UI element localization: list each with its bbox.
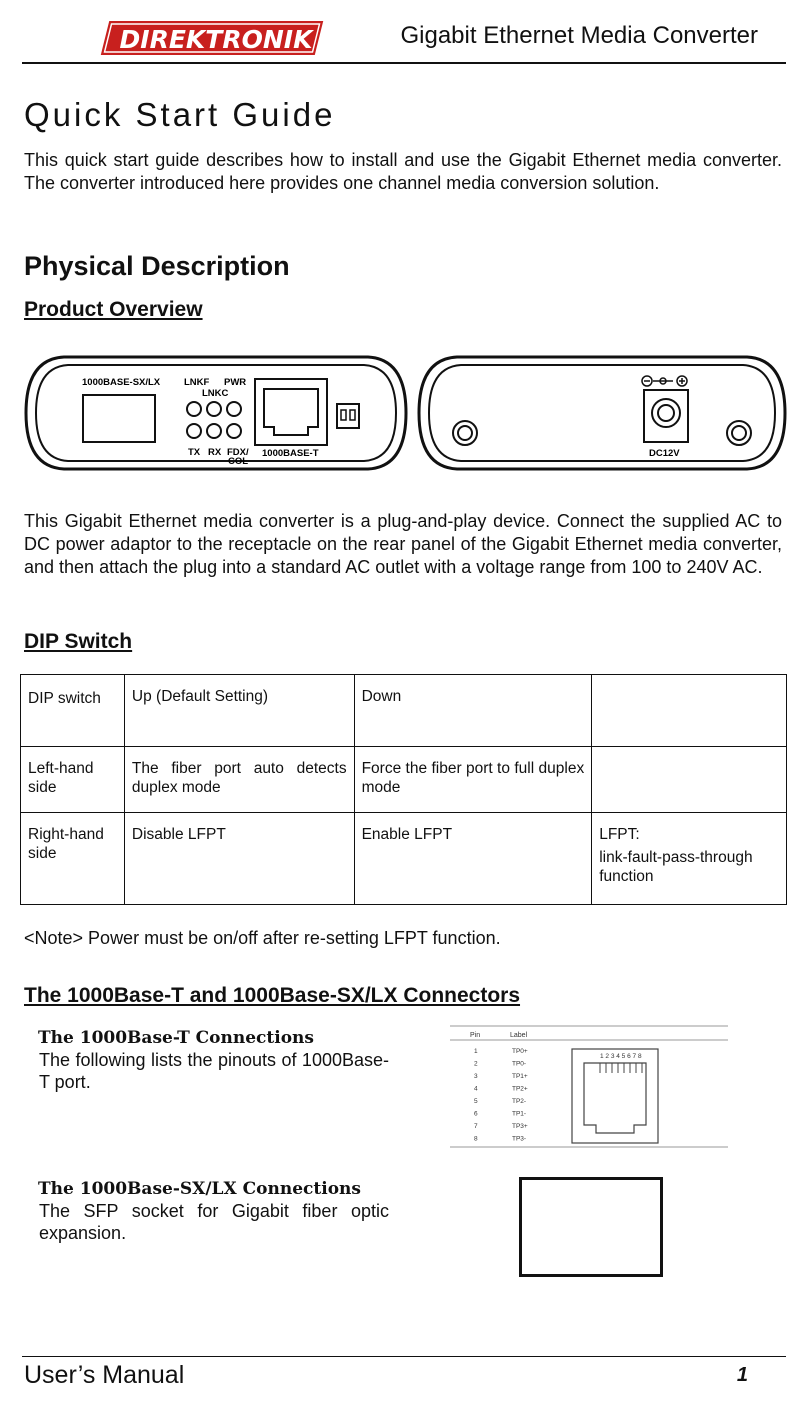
description-paragraph: This Gigabit Ethernet media converter is a plug-and-play device. Connect the supplied AC to DC power adaptor to the receptacle on the rear panel of the Gigabit Ethernet media converter, and then attach the plug into a standard AC outlet with a voltage range from 100 to 240V AC. [24, 511, 782, 577]
lfpt-description: link-fault-pass-through function [599, 849, 753, 885]
rx-label: RX [208, 447, 222, 458]
screw-right [727, 421, 751, 445]
pin-label: TP2- [512, 1098, 527, 1105]
dc-jack [644, 390, 688, 442]
led-pwr [227, 402, 241, 416]
pin-number: 5 [474, 1098, 478, 1105]
table-cell: Right-hand side [21, 813, 125, 905]
pin-number: 2 [474, 1060, 478, 1068]
connectors-heading: The 1000Base-T and 1000Base-SX/LX Connectors [24, 984, 521, 1007]
intro-paragraph: This quick start guide describes how to install and use the Gigabit Ethernet media converter. The converter introduced here provides one channel media conversion solution. [24, 150, 782, 193]
table-cell: The fiber port auto detects duplex mode [124, 747, 354, 813]
base-t-heading: The 1000Base-T Connections [38, 1028, 314, 1048]
page-title: Quick Start Guide [24, 96, 336, 133]
table-cell: Up (Default Setting) [124, 675, 354, 747]
dc-jack-label: DC12V [649, 448, 680, 459]
lfpt-note: <Note> Power must be on/off after re-setting LFPT function. [24, 928, 501, 948]
fiber-port [83, 395, 155, 442]
lnkf-label: LNKF [184, 377, 210, 388]
pin-number: 6 [474, 1110, 478, 1118]
logo-text: DIREKTRONIK [119, 25, 313, 54]
fdx-label: FDX/ [227, 447, 249, 458]
pin-column-header: Pin [470, 1032, 481, 1039]
table-cell [592, 675, 787, 747]
fiber-port-label: 1000BASE-SX/LX [82, 377, 161, 388]
led-tx [187, 424, 201, 438]
pin-label: TP1- [512, 1110, 527, 1118]
led-lnkc [207, 402, 221, 416]
table-row [21, 675, 787, 747]
label-column-header: Label [510, 1032, 528, 1039]
pin-number: 7 [474, 1123, 478, 1130]
table-cell: Down [354, 675, 592, 747]
physical-description-heading: Physical Description [24, 251, 290, 281]
table-row [21, 747, 787, 813]
pwr-label: PWR [224, 377, 247, 388]
pin-label: TP0+ [512, 1048, 528, 1055]
pin-label: TP3+ [512, 1123, 528, 1130]
table-cell: Force the fiber port to full duplex mode [354, 747, 592, 813]
pin-number: 4 [474, 1085, 478, 1093]
product-overview-heading: Product Overview [24, 298, 203, 321]
page-number: 1 [736, 1364, 748, 1386]
table-cell [592, 747, 787, 813]
pin-number: 3 [474, 1073, 478, 1080]
pin-label: TP2+ [512, 1085, 528, 1093]
tx-label: TX [188, 447, 201, 458]
pin-number: 1 [474, 1048, 478, 1055]
brand-logo [98, 18, 326, 58]
sfp-socket-drawing [519, 1177, 663, 1277]
pin-label: TP0- [512, 1060, 527, 1068]
header-title: Gigabit Ethernet Media Converter [400, 22, 758, 49]
led-lnkf [187, 402, 201, 416]
table-cell [592, 813, 787, 905]
lnkc-label: LNKC [202, 388, 229, 399]
lfpt-label: LFPT: [599, 826, 640, 843]
rear-panel-diagram [417, 355, 787, 471]
col-label: COL [228, 456, 249, 467]
base-t-text: The following lists the pinouts of 1000Base-T port. [39, 1050, 389, 1092]
jack-pin-numbers: 1 2 3 4 5 6 7 8 [600, 1053, 642, 1060]
led-fdx [227, 424, 241, 438]
pin-label: TP3- [512, 1135, 527, 1143]
dip-switch-heading: DIP Switch [24, 630, 133, 653]
led-rx [207, 424, 221, 438]
pin-label: TP1+ [512, 1073, 528, 1080]
table-row [21, 813, 787, 905]
front-panel-diagram [24, 355, 408, 471]
pin-number: 8 [474, 1135, 478, 1143]
table-cell: Enable LFPT [354, 813, 592, 905]
base-sx-text: The SFP socket for Gigabit fiber optic expansion. [39, 1201, 389, 1243]
dip-switch-table [20, 674, 787, 905]
base-sx-heading: The 1000Base-SX/LX Connections [38, 1179, 361, 1199]
rj45-label: 1000BASE-T [262, 448, 319, 459]
header-divider [22, 62, 786, 64]
footer-divider [22, 1356, 786, 1357]
footer-title: User’s Manual [24, 1361, 185, 1389]
pinout-figure [450, 1025, 728, 1149]
table-cell: Left-hand side [21, 747, 125, 813]
table-cell: DIP switch [21, 675, 125, 747]
table-cell: Disable LFPT [124, 813, 354, 905]
screw-left [453, 421, 477, 445]
